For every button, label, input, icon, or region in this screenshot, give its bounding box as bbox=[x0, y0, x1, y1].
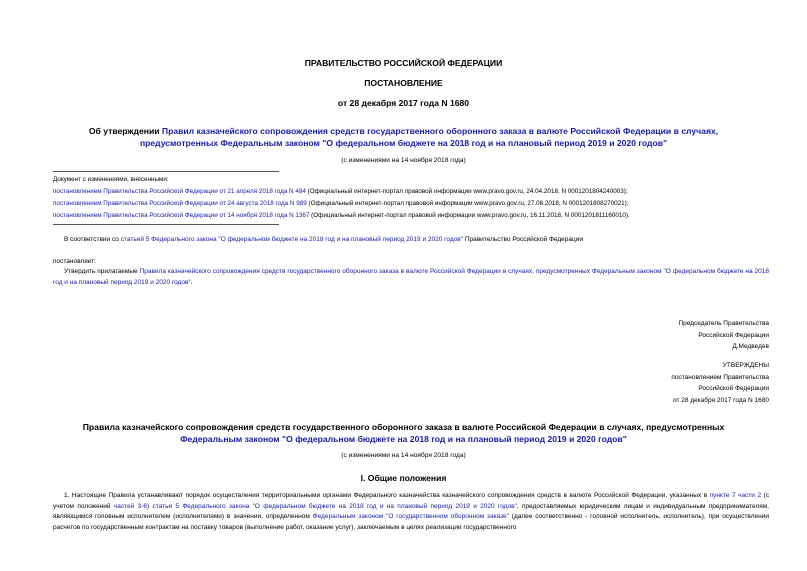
changes-block bbox=[53, 174, 630, 222]
amendment-note: (с изменениями на 14 ноября 2018 года) bbox=[341, 157, 466, 164]
decree-link-rules[interactable]: Правила казначейского сопровождения средств государственного оборонного заказа в валюте Российской Федерации в случаях, предусмотренных Федеральным законом "О федеральном бюджете на 2018 год и на плановый период 2019 и 2020 годов" bbox=[53, 268, 769, 286]
changes-intro: Документ с изменениями, внесенными: bbox=[53, 176, 169, 183]
p1-link-parts[interactable]: частей 3-6 bbox=[113, 502, 147, 510]
divider-top bbox=[53, 171, 279, 172]
divider-bottom bbox=[53, 224, 279, 225]
p1-link-article5[interactable]: статьи 5 Федерального закона "О федеральном бюджете на 2018 год и на плановый период 2019 и 2020 годов" bbox=[152, 502, 517, 510]
government-heading: ПРАВИТЕЛЬСТВО РОССИЙСКОЙ ФЕДЕРАЦИИ bbox=[304, 58, 503, 68]
p1-link-defense-law[interactable]: Федеральным законом "О государственном оборонном заказе" bbox=[312, 513, 509, 520]
title-prefix: Об утверждении bbox=[88, 126, 162, 136]
preamble: В соответствии со статьей 5 Федерального закона "О федеральном бюджете на 2018 год и на плановый период 2019 и 2020 годов" Правительство Российской Федерации bbox=[64, 236, 583, 243]
signature-block: Председатель Правительства Российской Федерации Д.Медведев bbox=[678, 320, 769, 350]
title-link-rules[interactable]: Правил казначейского сопровождения средств государственного оборонного заказа в валюте Российской Федерации в случаях, bbox=[161, 126, 719, 136]
title-link-rules-cont[interactable]: предусмотренных Федеральным законом "О федеральном бюджете на 2018 год и на плановый период 2019 и 2020 годов" bbox=[139, 138, 668, 148]
rules-title: Правила казначейского сопровождения средств государственного оборонного заказа в валюте Российской Федерации в случаях, предусмотренных Федеральным законом "О федеральном бюджете на 2018 год и на плановый период 2019 и 2020 годов" bbox=[82, 422, 725, 444]
document-type: ПОСТАНОВЛЕНИЕ bbox=[364, 78, 443, 88]
decree-word: постановляет: bbox=[53, 258, 96, 265]
rules-amendment-note: (с изменениями на 14 ноября 2018 года) bbox=[341, 452, 466, 459]
paragraph-1: 1. Настоящие Правила устанавливают порядок осуществления территориальными органами Федерального казначейства казначейского сопровождения средств в валюте Российской Федерации, указанных в пункте 7 части 2 (с учетом положений частей 3-6) статьи 5 Федерального закона "О федеральном бюджете на 2018 год и на плановый период 2019 и 2020 годов", предоставляемых юридическим лицам и индивидуальным предпринимателям, являющимся головным исполнителем (исполнителями) в значении, определенном Федеральным законом "О государственном оборонном заказе" (далее соответственно - головной исполнитель, исполнитель), при осуществлении расчетов по государственным контрактам на поставку товаров (выполнение работ, оказание услуг), заключаемым в целях реализации государственного bbox=[53, 492, 769, 531]
changes-item: постановлением Правительства Российской Федерации от 24 августа 2018 года N 989 (Официальный интернет-портал правовой информации www.pravo.gov.ru, 27.08.2018, N 0001201808270021); bbox=[53, 200, 629, 207]
preamble-link-article5[interactable]: статьей 5 Федерального закона "О федеральном бюджете на 2018 год и на плановый период 2019 и 2020 годов" bbox=[120, 236, 464, 243]
decree-text: Утвердить прилагаемые Правила казначейского сопровождения средств государственного оборонного заказа в валюте Российской Федерации в случаях, предусмотренных Федеральным законом "О федеральном бюджете на 2018 год и на плановый период 2019 и 2020 годов". bbox=[53, 268, 769, 286]
changes-item: постановлением Правительства Российской Федерации от 14 ноября 2018 года N 1367 (Официальный интернет-портал правовой информации www.pravo.gov.ru, 16.11.2018, N 0001201811160010). bbox=[53, 212, 630, 219]
p1-link-point7[interactable]: пункте 7 части 2 bbox=[709, 492, 762, 499]
change-link-989[interactable]: постановлением Правительства Российской Федерации от 24 августа 2018 года N 989 bbox=[53, 200, 307, 207]
approved-block: УТВЕРЖДЕНЫ постановлением Правительства Российской Федерации от 28 декабря 2017 года N 1680 bbox=[671, 362, 769, 404]
document-date: от 28 декабря 2017 года N 1680 bbox=[337, 98, 470, 108]
section-heading: I. Общие положения bbox=[360, 473, 447, 483]
changes-item: постановлением Правительства Российской Федерации от 21 апреля 2018 года N 484 (Официальный интернет-портал правовой информации www.pravo.gov.ru, 24.04.2018, N 0001201804240003); bbox=[53, 188, 628, 195]
change-link-1367[interactable]: постановлением Правительства Российской Федерации от 14 ноября 2018 года N 1367 bbox=[53, 212, 310, 219]
document-title bbox=[0, 125, 807, 149]
change-link-484[interactable]: постановлением Правительства Российской Федерации от 21 апреля 2018 года N 484 bbox=[53, 188, 306, 195]
rules-title-law-link[interactable]: Федеральным законом "О федеральном бюджете на 2018 год и на плановый период 2019 и 2020 годов" bbox=[180, 434, 627, 444]
